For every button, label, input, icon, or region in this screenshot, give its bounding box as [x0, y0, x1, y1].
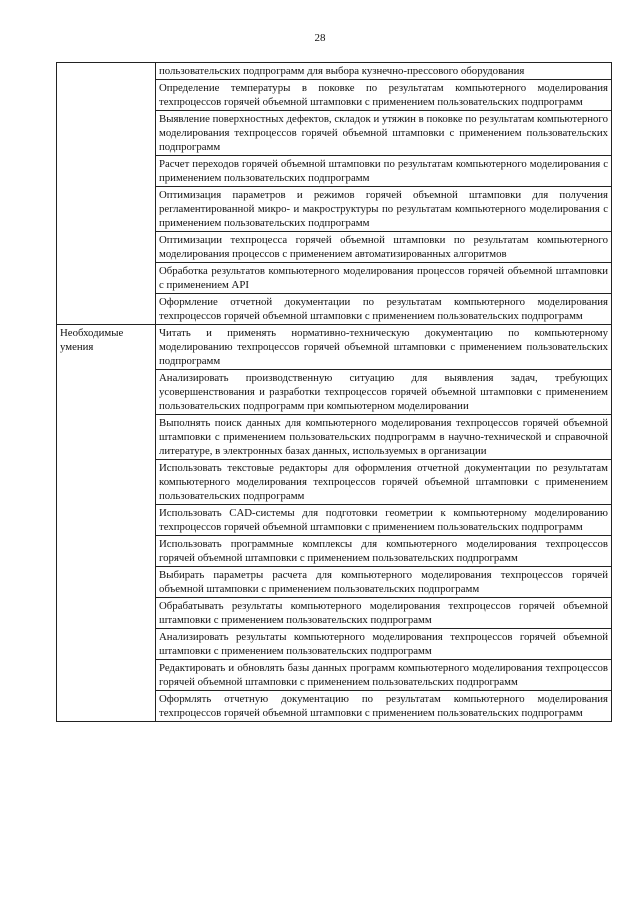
requirement-text: Читать и применять нормативно-техническую документацию по компьютерному моделированию техпроцессов горячей объемной штамповки с применением пользовательских подпрограмм	[156, 325, 612, 370]
requirements-table	[56, 62, 612, 722]
table-row	[57, 63, 612, 80]
requirement-text: Использовать CAD-системы для подготовки геометрии к компьютерному моделированию техпроцессов горячей объемной штамповки с применением пользовательских подпрограмм	[156, 505, 612, 536]
section-label: Необходимые умения	[57, 325, 156, 722]
requirement-text: Выявление поверхностных дефектов, складок и утяжин в поковке по результатам компьютерного моделирования техпроцессов горячей объемной штамповки с применением пользовательских подпрограмм	[156, 111, 612, 156]
requirement-text: Обработка результатов компьютерного моделирования процессов горячей объемной штамповки с применением API	[156, 263, 612, 294]
table-row	[57, 325, 612, 370]
section-label	[57, 63, 156, 325]
requirement-text: Анализировать производственную ситуацию для выявления задач, требующих усовершенствования и разработки техпроцессов горячей объемной штамповки с применением пользовательских подпрограмм при компьютерном моделировании	[156, 370, 612, 415]
requirement-text: Использовать текстовые редакторы для оформления отчетной документации по результатам компьютерного моделирования техпроцессов горячей объемной штамповки с применением пользовательских подпрограмм	[156, 460, 612, 505]
requirement-text: Обрабатывать результаты компьютерного моделирования техпроцессов горячей объемной штамповки с применением пользовательских подпрограмм	[156, 598, 612, 629]
requirement-text: Оформлять отчетную документацию по результатам компьютерного моделирования техпроцессов горячей объемной штамповки с применением пользовательских подпрограмм	[156, 691, 612, 722]
requirement-text: Оптимизации техпроцесса горячей объемной штамповки по результатам компьютерного моделирования процессов с применением автоматизированных алгоритмов	[156, 232, 612, 263]
requirement-text: Оформление отчетной документации по результатам компьютерного моделирования техпроцессов горячей объемной штамповки с применением пользовательских подпрограмм	[156, 294, 612, 325]
requirement-text: Редактировать и обновлять базы данных программ компьютерного моделирования техпроцессов горячей объемной штамповки с применением пользовательских подпрограмм	[156, 660, 612, 691]
table-body	[57, 63, 612, 722]
requirement-text: Выбирать параметры расчета для компьютерного моделирования техпроцессов горячей объемной штамповки с применением пользовательских подпрограмм	[156, 567, 612, 598]
requirement-text: Оптимизация параметров и режимов горячей объемной штамповки для получения регламентированной микро- и макроструктуры по результатам компьютерного моделирования с применением пользовательских подпрограмм	[156, 187, 612, 232]
requirement-text: Анализировать результаты компьютерного моделирования техпроцессов горячей объемной штамповки с применением пользовательских подпрограмм	[156, 629, 612, 660]
requirement-text: Использовать программные комплексы для компьютерного моделирования техпроцессов горячей объемной штамповки с применением пользовательских подпрограмм	[156, 536, 612, 567]
requirement-text: пользовательских подпрограмм для выбора кузнечно-прессового оборудования	[156, 63, 612, 80]
requirement-text: Определение температуры в поковке по результатам компьютерного моделирования техпроцессов горячей объемной штамповки с применением пользовательских подпрограмм	[156, 80, 612, 111]
requirement-text: Выполнять поиск данных для компьютерного моделирования техпроцессов горячей объемной штамповки с применением пользовательских подпрограмм в научно-технической и справочной литературе, в электронных базах данных, используемых в организации	[156, 415, 612, 460]
page-number: 28	[314, 32, 326, 44]
requirement-text: Расчет переходов горячей объемной штамповки по результатам компьютерного моделирования с применением пользовательских подпрограмм	[156, 156, 612, 187]
